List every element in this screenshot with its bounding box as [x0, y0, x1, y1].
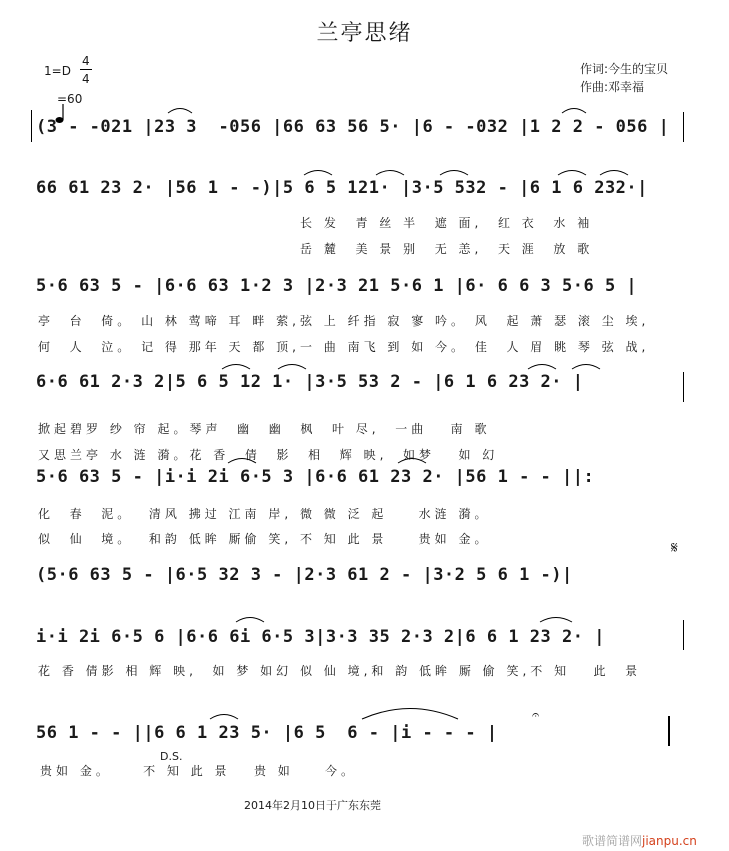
- time-signature-top: 4: [82, 54, 90, 68]
- lyrics-system-5-verse-1: 化 春 泥。 清风 拂过 江南 岸, 微 微 泛 起 水涟 漪。: [38, 507, 491, 521]
- score-system-5: 5·6 63 5 - |i·i 2i 6·5 3 |6·6 61 23 2· |56 1 - - ||:: [36, 467, 595, 487]
- score-system-8: 56 1 - - ||6 6 1 23 5· |6 5 6 - |i - - - |: [36, 723, 498, 743]
- score-system-4: 6·6 61 2·3 2|5 6 5 12 1· |3·5 53 2 - |6 1 6 23 2· |: [36, 372, 584, 392]
- composer-credit: 作曲:邓幸福: [580, 80, 645, 94]
- key-signature: 1=D: [44, 64, 71, 78]
- score-system-7: i·i 2i 6·5 6 |6·6 6i 6·5 3|3·3 35 2·3 2|6 6 1 23 2· |: [36, 627, 605, 647]
- dal-segno-marking: D.S.: [160, 750, 183, 763]
- composition-date-note: 2014年2月10日于广东东莞: [244, 799, 381, 812]
- lyrics-system-8: 贵如 金。 不 知 此 景 贵 如 今。: [40, 764, 358, 778]
- lyrics-system-4-verse-1: 掀起碧罗 纱 帘 起。琴声 幽 幽 枫 叶 尽, 一曲 南 歌: [38, 422, 491, 436]
- watermark-prefix: 歌谱简谱网: [582, 834, 643, 848]
- song-title: 兰亭思绪: [316, 21, 413, 46]
- lyrics-system-2-verse-2: 岳 麓 美 景 别 无 恙, 天 涯 放 歌: [300, 242, 594, 256]
- score-system-1: (3 - -021 |23 3 -056 |66 63 56 5· |6 - -032 |1 2 2 - 056 |: [36, 117, 670, 137]
- tempo-marking: =60: [57, 92, 83, 106]
- site-watermark: [582, 832, 697, 849]
- segno-icon: 𝄋: [671, 538, 678, 557]
- score-system-3: 5·6 63 5 - |6·6 63 1·2 3 |2·3 21 5·6 1 |6· 6 6 3 5·6 5 |: [36, 276, 638, 296]
- fermata-icon: 𝄐: [532, 708, 540, 723]
- watermark-site: jianpu.cn: [642, 834, 697, 848]
- score-system-6: (5·6 63 5 - |6·5 32 3 - |2·3 61 2 - |3·2 5 6 1 -)|: [36, 565, 573, 585]
- time-signature-bottom: 4: [82, 72, 90, 86]
- lyrics-system-7: 花 香 倩影 相 辉 映, 如 梦 如幻 似 仙 境,和 韵 低眸 厮 偷 笑,不 知 此 景: [38, 664, 642, 678]
- lyrics-system-4-verse-2: 又思兰亭 水 涟 漪。花 香 倩 影 相 辉 映, 如梦 如 幻: [38, 448, 499, 462]
- lyrics-system-3-verse-2: 何 人 泣。 记 得 那年 天 都 顶,一 曲 南飞 到 如 今。 佳 人 眉 眺 琴 弦 战,: [38, 340, 650, 354]
- lyrics-system-2-verse-1: 长 发 青 丝 半 遮 面, 红 衣 水 袖: [300, 216, 594, 230]
- score-system-2: 66 61 23 2· |56 1 - -)|5 6 5 121· |3·5 532 - |6 1 6 232·|: [36, 178, 648, 198]
- lyrics-system-5-verse-2: 似 仙 境。 和韵 低眸 厮偷 笑, 不 知 此 景 贵如 金。: [38, 532, 491, 546]
- lyricist-credit: 作词:今生的宝贝: [580, 62, 669, 76]
- lyrics-system-3-verse-1: 亭 台 倚。 山 林 莺啼 耳 畔 萦,弦 上 纤指 寂 寥 吟。 风 起 萧 瑟 滚 尘 埃,: [38, 314, 650, 328]
